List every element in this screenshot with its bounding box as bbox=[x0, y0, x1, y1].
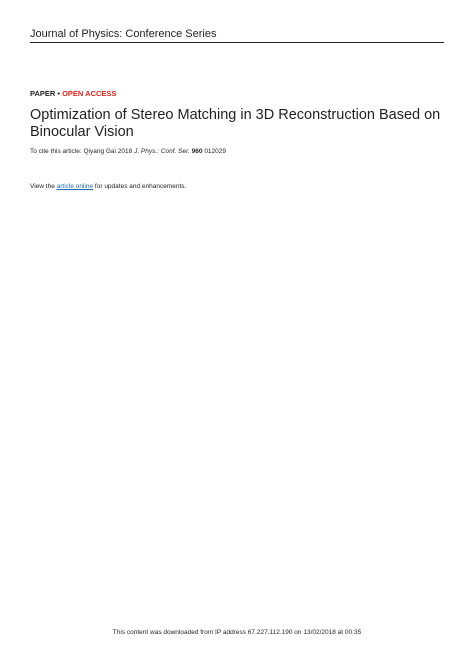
header-rule bbox=[30, 42, 444, 43]
article-title: Optimization of Stereo Matching in 3D Reconstruction Based on Binocular Vision bbox=[30, 107, 441, 140]
download-footer: This content was downloaded from IP address 67.227.112.190 on 13/02/2018 at 00:35 bbox=[112, 629, 362, 636]
citation-prefix: To cite this article: Qiyang Gai 2018 bbox=[30, 148, 135, 155]
citation-journal: J. Phys.: Conf. Ser. bbox=[134, 148, 190, 155]
view-online-suffix: for updates and enhancements. bbox=[93, 183, 187, 190]
label-separator: • bbox=[55, 89, 63, 98]
paper-type: PAPER bbox=[30, 89, 56, 98]
article-online-link[interactable]: article online bbox=[56, 183, 94, 190]
view-online-prefix: View the bbox=[30, 183, 57, 190]
open-access-badge: OPEN ACCESS bbox=[62, 89, 117, 98]
citation-line bbox=[30, 148, 226, 156]
view-online-line bbox=[30, 183, 186, 191]
journal-title: Journal of Physics: Conference Series bbox=[30, 28, 217, 40]
paper-type-label bbox=[30, 89, 116, 98]
citation-volume: 960 bbox=[191, 148, 203, 155]
citation-article-number: 012029 bbox=[204, 148, 227, 155]
